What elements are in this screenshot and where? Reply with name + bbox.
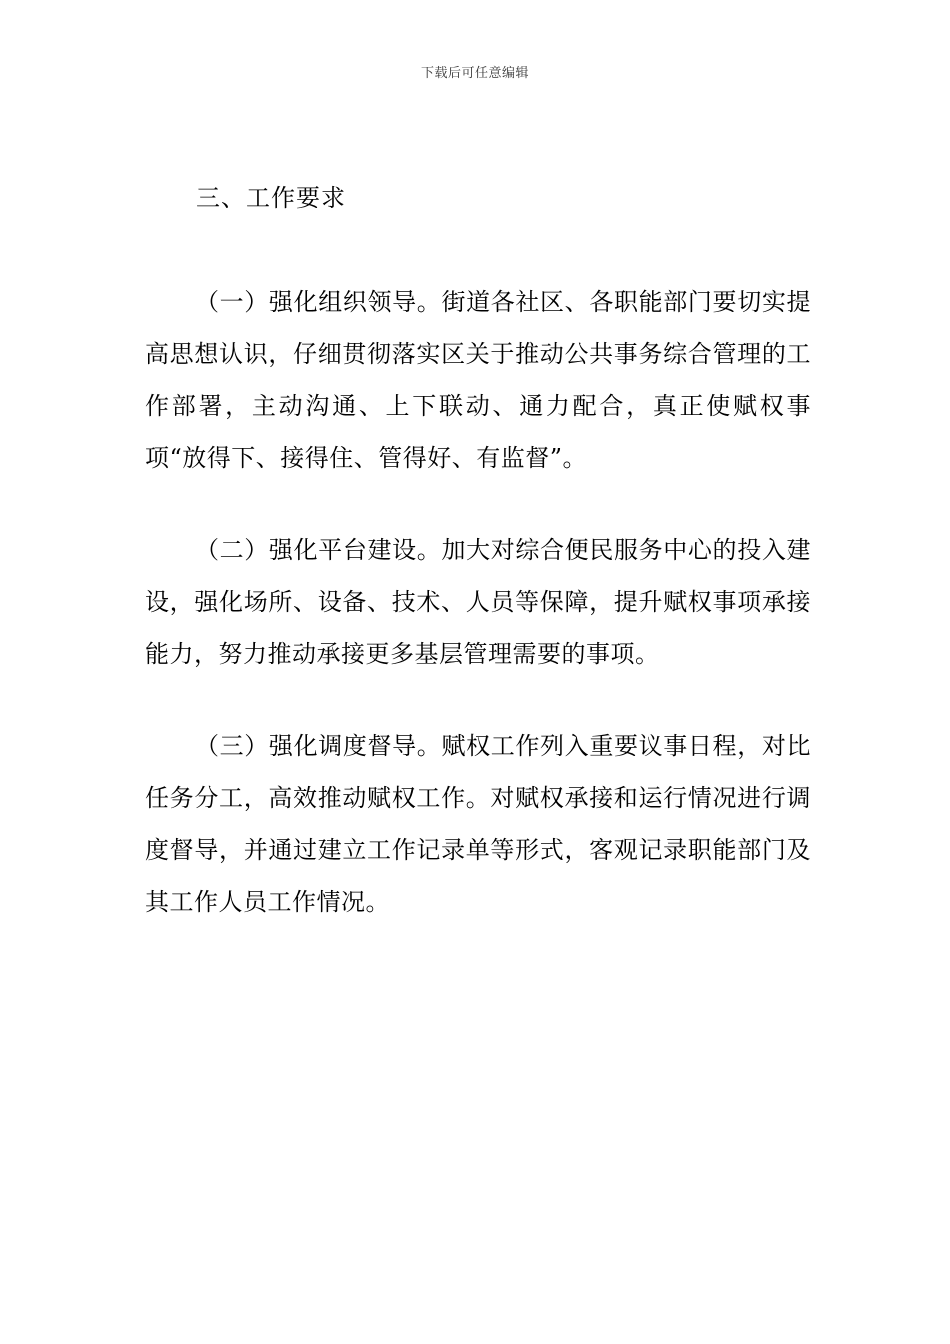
paragraph-platform-construction: （二）强化平台建设。加大对综合便民服务中心的投入建设，强化场所、设备、技术、人员等保障，提升赋权事项承接能力，努力推动承接更多基层管理需要的事项。 (145, 536, 811, 668)
paragraph-organization-leadership: （一）强化组织领导。街道各社区、各职能部门要切实提高思想认识，仔细贯彻落实区关于推动公共事务综合管理的工作部署，主动沟通、上下联动、通力配合，真正使赋权事项“放得下、接得住、管得好、有监督”。 (145, 288, 811, 472)
paragraph-dispatch-supervision: （三）强化调度督导。赋权工作列入重要议事日程，对比任务分工，高效推动赋权工作。对赋权承接和运行情况进行调度督导，并通过建立工作记录单等形式，客观记录职能部门及其工作人员工作情况。 (145, 732, 811, 916)
section-heading: 三、工作要求 (196, 184, 346, 212)
header-note: 下载后可任意编辑 (420, 66, 529, 81)
